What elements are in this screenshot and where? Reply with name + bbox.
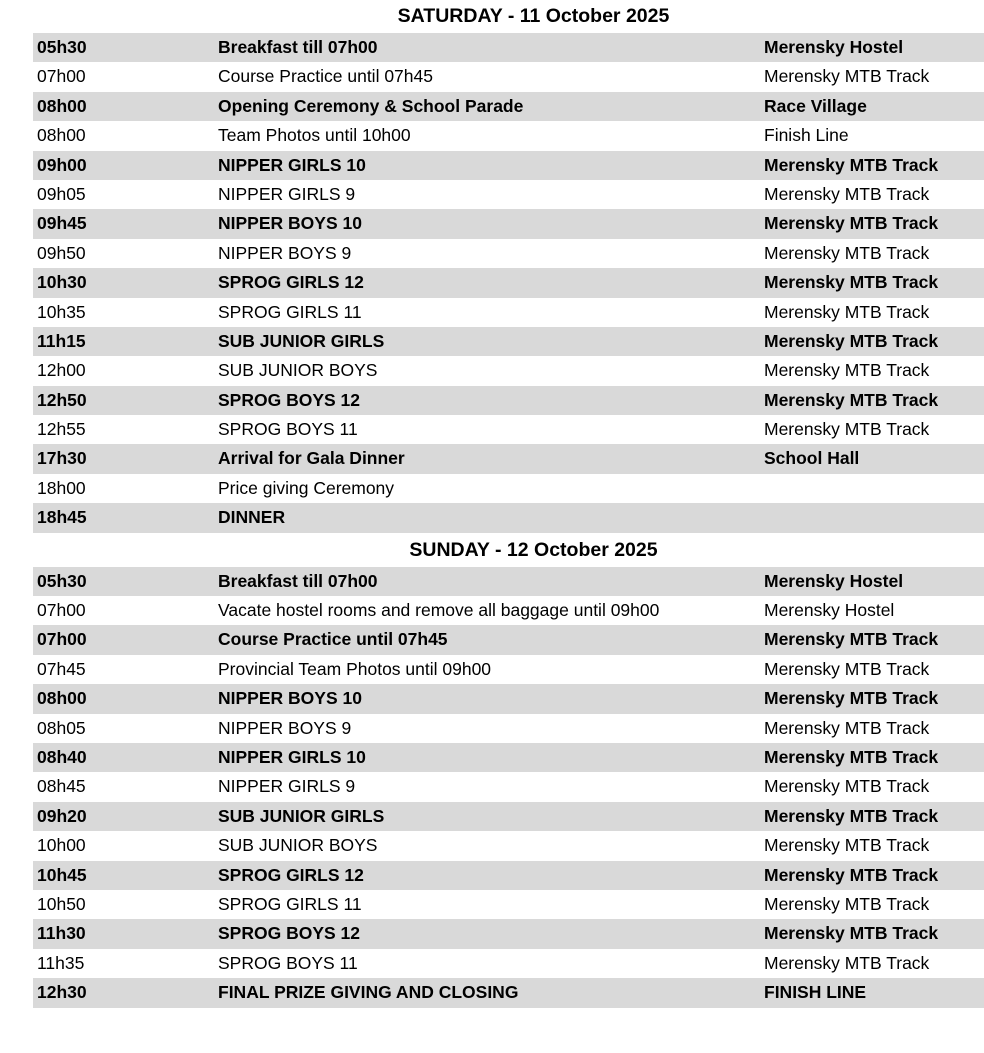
time-cell: 07h00 — [37, 66, 86, 87]
event-cell: NIPPER GIRLS 9 — [218, 776, 356, 797]
venue-cell: Merensky MTB Track — [764, 183, 930, 204]
time-cell: 05h30 — [37, 570, 87, 591]
time-cell: 10h30 — [37, 272, 87, 293]
time-cell: 07h45 — [37, 658, 86, 679]
schedule-row — [33, 121, 984, 150]
schedule-row — [33, 268, 984, 297]
venue-cell: Merensky MTB Track — [764, 717, 930, 738]
event-cell: Team Photos until 10h00 — [218, 125, 411, 146]
venue-cell: Merensky MTB Track — [764, 419, 930, 440]
schedule-row — [33, 743, 984, 772]
venue-cell: Merensky MTB Track — [764, 301, 930, 322]
venue-cell: Merensky MTB Track — [764, 389, 939, 410]
event-cell: SUB JUNIOR GIRLS — [218, 330, 385, 351]
event-cell: NIPPER BOYS 10 — [218, 688, 362, 709]
schedule-row — [33, 151, 984, 180]
schedule-row — [33, 861, 984, 890]
sunday-rows — [33, 567, 984, 1008]
venue-cell: Merensky MTB Track — [764, 629, 939, 650]
event-cell: SPROG GIRLS 12 — [218, 864, 364, 885]
event-cell: Opening Ceremony & School Parade — [218, 95, 524, 116]
venue-cell: Merensky MTB Track — [764, 776, 930, 797]
schedule-row — [33, 62, 984, 91]
time-cell: 08h00 — [37, 688, 87, 709]
venue-cell: Merensky MTB Track — [764, 242, 930, 263]
schedule-row — [33, 919, 984, 948]
venue-cell: Finish Line — [764, 125, 849, 146]
time-cell: 11h35 — [37, 952, 85, 973]
event-cell: SPROG BOYS 12 — [218, 389, 360, 410]
event-cell: DINNER — [218, 507, 286, 528]
event-cell: SUB JUNIOR BOYS — [218, 360, 378, 381]
saturday-heading: SATURDAY - 11 October 2025 — [397, 5, 670, 27]
time-cell: 05h30 — [37, 37, 87, 57]
time-cell: 08h00 — [37, 95, 87, 116]
event-cell: FINAL PRIZE GIVING AND CLOSING — [218, 982, 519, 1003]
event-cell: SPROG BOYS 11 — [218, 952, 358, 973]
event-cell: NIPPER GIRLS 10 — [218, 154, 366, 175]
event-cell: Breakfast till 07h00 — [218, 37, 378, 57]
time-cell: 10h00 — [37, 835, 86, 856]
schedule-row — [33, 444, 984, 473]
schedule-row — [33, 298, 984, 327]
schedule-row — [33, 655, 984, 684]
time-cell: 12h55 — [37, 419, 86, 440]
event-cell: NIPPER BOYS 9 — [218, 242, 352, 263]
schedule-row — [33, 890, 984, 919]
schedule-row — [33, 802, 984, 831]
schedule-row — [33, 831, 984, 860]
schedule-row — [33, 714, 984, 743]
schedule-row — [33, 209, 984, 238]
venue-cell: Merensky MTB Track — [764, 272, 939, 293]
venue-cell: Merensky MTB Track — [764, 688, 939, 709]
event-cell: NIPPER GIRLS 10 — [218, 746, 366, 767]
event-cell: SPROG BOYS 12 — [218, 923, 360, 944]
venue-cell: Merensky MTB Track — [764, 864, 939, 885]
schedule-row — [33, 33, 984, 62]
event-cell: Provincial Team Photos until 09h00 — [218, 658, 492, 679]
venue-cell: Merensky MTB Track — [764, 213, 939, 234]
event-cell: Breakfast till 07h00 — [218, 570, 378, 591]
schedule-row — [33, 415, 984, 444]
event-cell: SUB JUNIOR BOYS — [218, 835, 378, 856]
saturday-section — [33, 0, 984, 533]
venue-cell: Merensky MTB Track — [764, 154, 939, 175]
event-cell: SPROG GIRLS 11 — [218, 893, 362, 914]
venue-cell: Merensky MTB Track — [764, 360, 930, 381]
time-cell: 11h15 — [37, 330, 86, 351]
venue-cell: Merensky MTB Track — [764, 923, 939, 944]
schedule-row — [33, 474, 984, 503]
time-cell: 08h00 — [37, 125, 86, 146]
schedule-row — [33, 356, 984, 385]
venue-cell: Merensky MTB Track — [764, 952, 930, 973]
schedule-row — [33, 949, 984, 978]
schedule-row — [33, 772, 984, 801]
venue-cell: FINISH LINE — [764, 982, 867, 1003]
time-cell: 09h45 — [37, 213, 87, 234]
venue-cell: Race Village — [764, 95, 867, 116]
time-cell: 12h50 — [37, 389, 87, 410]
venue-cell: Merensky Hostel — [764, 570, 904, 591]
event-cell: SPROG BOYS 11 — [218, 419, 358, 440]
time-cell: 12h30 — [37, 982, 87, 1003]
venue-cell: School Hall — [764, 448, 860, 469]
venue-cell: Merensky MTB Track — [764, 893, 930, 914]
event-cell: SUB JUNIOR GIRLS — [218, 805, 385, 826]
event-cell: Vacate hostel rooms and remove all baggage until 09h00 — [218, 600, 660, 621]
schedule-row — [33, 684, 984, 713]
venue-cell: Merensky MTB Track — [764, 805, 939, 826]
event-cell: Price giving Ceremony — [218, 477, 395, 498]
time-cell: 09h50 — [37, 242, 86, 263]
event-cell: Course Practice until 07h45 — [218, 629, 448, 650]
schedule-row — [33, 503, 984, 532]
event-cell: Arrival for Gala Dinner — [218, 448, 405, 469]
schedule-row — [33, 596, 984, 625]
time-cell: 18h00 — [37, 477, 86, 498]
venue-cell: Merensky MTB Track — [764, 835, 930, 856]
event-cell: SPROG GIRLS 11 — [218, 301, 362, 322]
sunday-section — [33, 533, 984, 1008]
venue-cell: Merensky MTB Track — [764, 658, 930, 679]
time-cell: 18h45 — [37, 507, 87, 528]
schedule-row — [33, 567, 984, 596]
time-cell: 09h05 — [37, 183, 86, 204]
schedule-row — [33, 180, 984, 209]
saturday-rows — [33, 33, 984, 533]
schedule-row — [33, 978, 984, 1007]
event-cell: SPROG GIRLS 12 — [218, 272, 364, 293]
time-cell: 10h45 — [37, 864, 87, 885]
schedule — [33, 0, 984, 1008]
schedule-row — [33, 92, 984, 121]
time-cell: 10h50 — [37, 893, 86, 914]
venue-cell: Merensky MTB Track — [764, 330, 939, 351]
event-cell: NIPPER BOYS 10 — [218, 213, 362, 234]
schedule-row — [33, 386, 984, 415]
venue-cell: Merensky Hostel — [764, 600, 895, 621]
time-cell: 08h45 — [37, 776, 86, 797]
time-cell: 17h30 — [37, 448, 87, 469]
event-cell: NIPPER BOYS 9 — [218, 717, 352, 738]
sunday-heading: SUNDAY - 12 October 2025 — [409, 538, 658, 561]
schedule-row — [33, 239, 984, 268]
time-cell: 09h20 — [37, 805, 87, 826]
time-cell: 07h00 — [37, 629, 87, 650]
time-cell: 07h00 — [37, 600, 86, 621]
venue-cell: Merensky MTB Track — [764, 66, 930, 87]
time-cell: 12h00 — [37, 360, 86, 381]
event-cell: Course Practice until 07h45 — [218, 66, 433, 87]
schedule-row — [33, 327, 984, 356]
time-cell: 09h00 — [37, 154, 87, 175]
schedule-row — [33, 625, 984, 654]
time-cell: 11h30 — [37, 923, 86, 944]
venue-cell: Merensky MTB Track — [764, 746, 939, 767]
event-cell: NIPPER GIRLS 9 — [218, 183, 356, 204]
time-cell: 10h35 — [37, 301, 86, 322]
venue-cell: Merensky Hostel — [764, 37, 904, 57]
time-cell: 08h40 — [37, 746, 87, 767]
time-cell: 08h05 — [37, 717, 86, 738]
